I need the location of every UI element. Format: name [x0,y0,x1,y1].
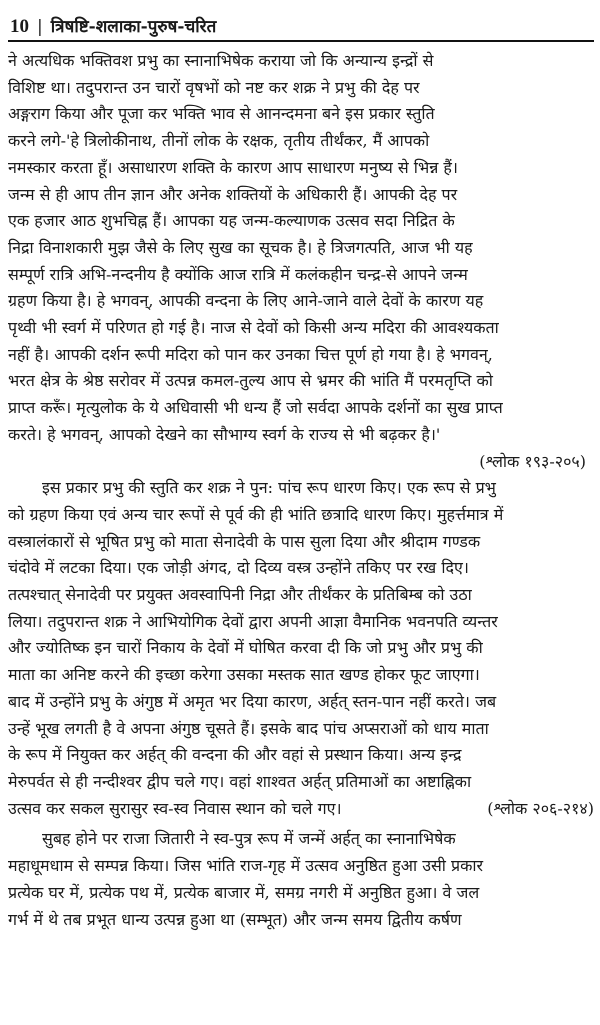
text-line: अङ्गराग किया और पूजा कर भक्ति भाव से आनन्दमना बने इस प्रकार स्तुति [8,104,435,124]
shloka-reference: (श्लोक २०६-२१४) [487,798,594,818]
text-line: प्रत्येक घर में, प्रत्येक पथ में, प्रत्येक बाजार में, समग्र नगरी में अनुष्ठित हुआ। वे जल [8,882,480,902]
text-line: करते। हे भगवन्, आपको देखने का सौभाग्य स्वर्ग के राज्य से भी बढ़कर है।' [8,424,441,444]
text-line: जन्म से ही आप तीन ज्ञान और अनेक शक्तियों के अधिकारी हैं। आपकी देह पर [8,184,458,204]
text-line: नमस्कार करता हूँ। असाधारण शक्ति के कारण आप साधारण मनुष्य से भिन्न हैं। [8,157,458,177]
text-line: एक हजार आठ शुभचिह्न हैं। आपका यह जन्म-कल्याणक उत्सव सदा निद्रित के [8,211,455,231]
book-title: त्रिषष्टि-शलाका-पुरुष-चरित [50,17,217,37]
paragraph-2 [8,475,594,822]
text-line: इस प्रकार प्रभु की स्तुति कर शक्र ने पुन: पांच रूप धारण किए। एक रूप से प्रभु [42,478,496,498]
text-line: मेरुपर्वत से ही नन्दीश्वर द्वीप चले गए। वहां शाश्वत अर्हत् प्रतिमाओं का अष्टाह्निका [8,771,472,791]
text-line-content: उत्सव कर सकल सुरासुर स्व-स्व निवास स्थान को चले गए। [8,798,342,818]
header-separator: | [37,17,43,37]
text-line: तत्पश्चात् सेनादेवी पर प्रयुक्त अवस्वापिनी निद्रा और तीर्थंकर के प्रतिबिम्ब को उठा [8,585,472,605]
text-line: महाधूमधाम से सम्पन्न किया। जिस भांति राज-गृह में उत्सव अनुष्ठित हुआ उसी प्रकार [8,856,484,876]
page-number: 10 [10,16,29,37]
text-line: विशिष्ट था। तदुपरान्त उन चारों वृषभों को नष्ट कर शक्र ने प्रभु की देह पर [8,77,420,97]
text-line: प्राप्त करूँ। मृत्युलोक के ये अधिवासी भी धन्य हैं जो सर्वदा आपके दर्शनों का सुख प्राप्त [8,398,503,418]
text-line [8,796,594,823]
paragraph-1 [8,48,594,449]
text-line: सम्पूर्ण रात्रि अभि-नन्दनीय है क्योंकि आज रात्रि में कलंकहीन चन्द्र-से आपने जन्म [8,264,468,284]
text-line: बाद में उन्होंने प्रभु के अंगुष्ठ में अमृत भर दिया कारण, अर्हत् स्तन-पान नहीं करते। जब [8,691,497,711]
text-line: चंदोवे में लटका दिया। एक जोड़ी अंगद, दो दिव्य वस्त्र उन्होंने तकिए पर रख दिए। [8,558,469,578]
text-line: करने लगे-'हे त्रिलोकीनाथ, तीनों लोक के रक्षक, तृतीय तीर्थंकर, मैं आपको [8,131,430,151]
running-header [8,0,594,40]
text-line: भरत क्षेत्र के श्रेष्ठ सरोवर में उत्पन्न कमल-तुल्य आप से भ्रमर की भांति मैं परमतृप्ति को [8,371,493,391]
text-line: वस्त्रालंकारों से भूषित प्रभु को माता सेनादेवी के पास सुला दिया और श्रीदाम गण्डक [8,531,481,551]
book-page [8,0,594,1025]
text-line: के रूप में नियुक्त कर अर्हत् की वन्दना की और वहां से प्रस्थान किया। अन्य इन्द्र [8,745,462,765]
text-line: लिया। तदुपरान्त शक्र ने आभियोगिक देवों द्वारा अपनी आज्ञा वैमानिक भवनपति व्यन्तर [8,611,498,631]
text-line: सुबह होने पर राजा जितारी ने स्व-पुत्र रूप में जन्में अर्हत् का स्नानाभिषेक [42,829,456,849]
text-line: माता का अनिष्ट करने की इच्छा करेगा उसका मस्तक सात खण्ड होकर फूट जाएगा। [8,665,480,685]
text-line: ने अत्यधिक भक्तिवश प्रभु का स्नानाभिषेक कराया जो कि अन्यान्य इन्द्रों से [8,51,434,70]
text-line: ग्रहण किया है। हे भगवन्, आपकी वन्दना के लिए आने-जाने वाले देवों के कारण यह [8,291,484,311]
text-line: और ज्योतिष्क इन चारों निकाय के देवों में घोषित करवा दी कि जो प्रभु और प्रभु की [8,638,483,658]
text-line: गर्भ में थे तब प्रभूत धान्य उत्पन्न हुआ था (सम्भूत) और जन्म समय द्वितीय कर्षण [8,909,462,929]
text-line: निद्रा विनाशकारी मुझ जैसे के लिए सुख का सूचक है। हे त्रिजगत्पति, आज भी यह [8,237,473,257]
text-line: उन्हें भूख लगती है वे अपना अंगुष्ठ चूसते हैं। इसके बाद पांच अप्सराओं को धाय माता [8,718,489,738]
shloka-reference: (श्लोक १९३-२०५) [479,451,586,471]
text-line: नहीं है। आपकी दर्शन रूपी मदिरा को पान कर उनका चित्त पूर्ण हो गया है। हे भगवन्, [8,344,493,364]
text-line: को ग्रहण किया एवं अन्य चार रूपों से पूर्व की ही भांति छत्रादि धारण किए। मुहर्त्तमात्र में [8,504,504,524]
text-line: पृथ्वी भी स्वर्ग में परिणत हो गई है। नाज से देवों को किसी अन्य मदिरा की आवश्यकता [8,318,499,338]
paragraph-3 [8,826,594,933]
header-rule [8,40,594,42]
